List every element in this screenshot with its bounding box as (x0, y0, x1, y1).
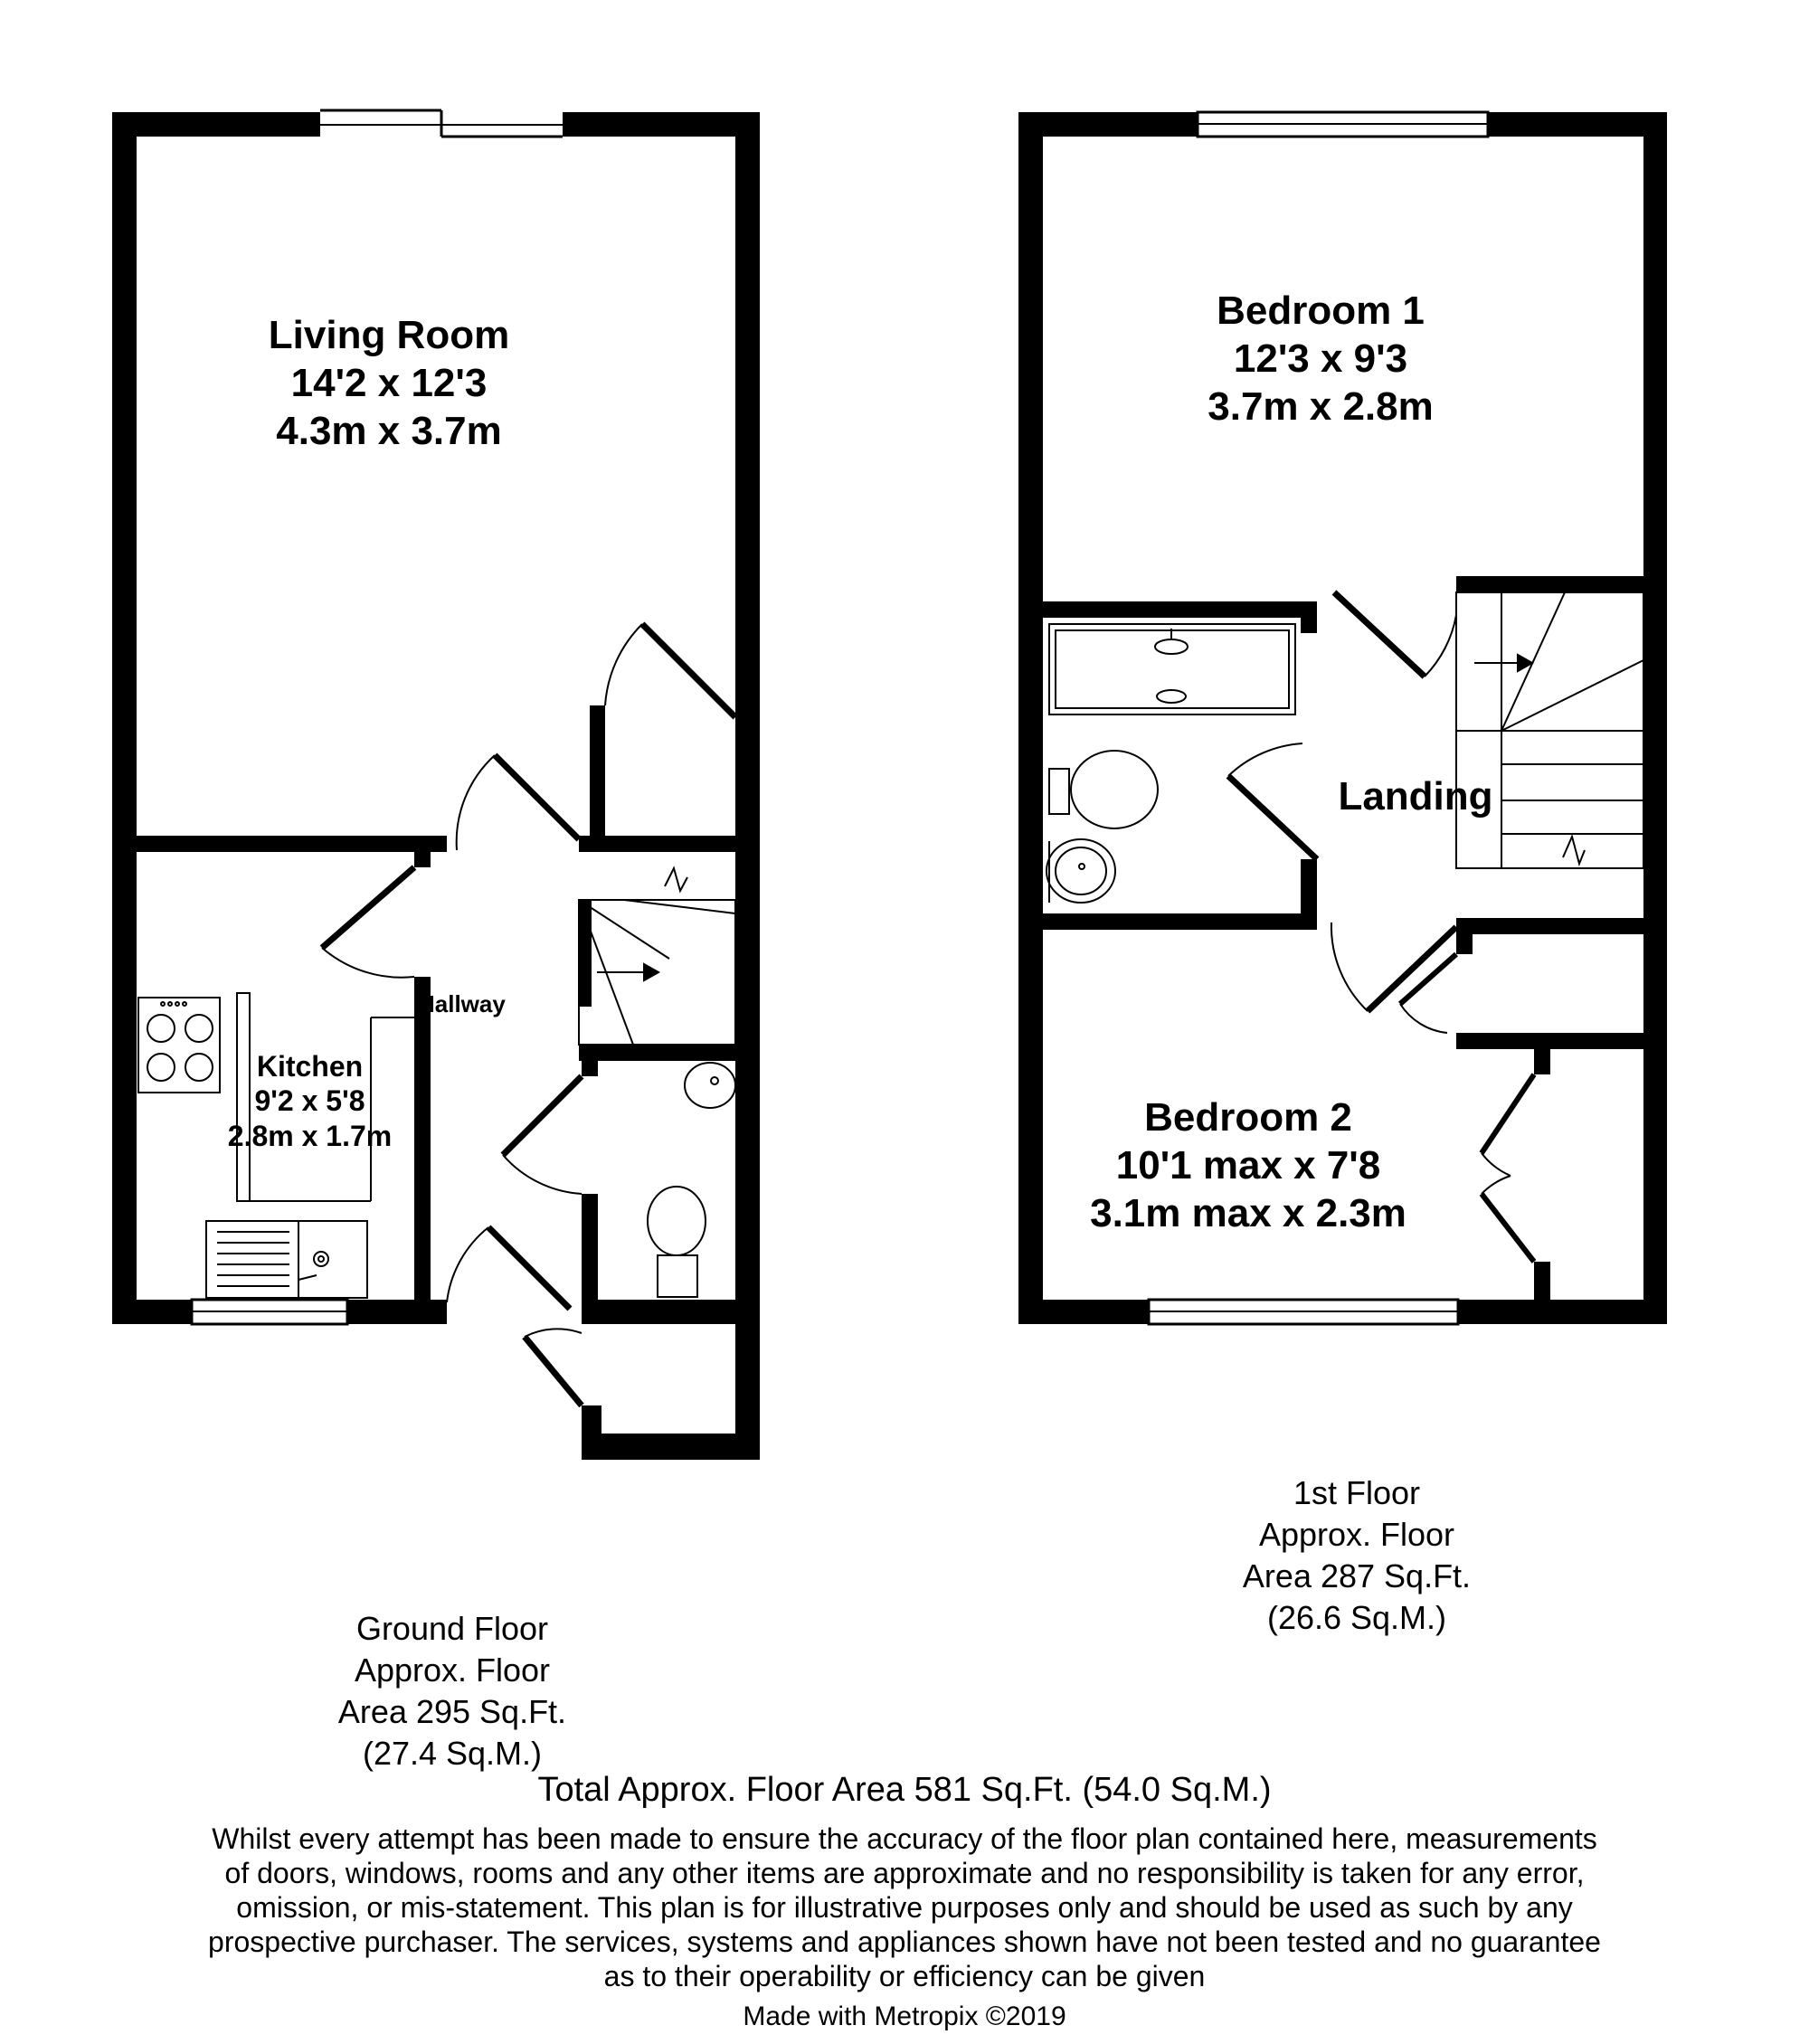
toilet (648, 1187, 706, 1255)
ground-floor-area-line2: Approx. Floor (354, 1651, 551, 1689)
disclaimer-line: of doors, windows, rooms and any other items are approximate and no responsibility is taken for any error, (224, 1857, 1585, 1890)
ground-floor-area (298, 1608, 606, 1774)
first-floor-area-line2: Approx. Floor (1258, 1516, 1455, 1554)
bedroom-1-metric: 3.7m x 2.8m (1208, 383, 1434, 429)
living-room-metric: 4.3m x 3.7m (276, 408, 502, 453)
bedroom-2-metric: 3.1m max x 2.3m (1090, 1190, 1406, 1235)
ground-floor-area-line1: Ground Floor (355, 1610, 549, 1647)
kitchen-window (192, 1300, 347, 1324)
kitchen-label (213, 1049, 407, 1153)
disclaimer-line: prospective purchaser. The services, systems and appliances shown have not been tested and no guarantee (208, 1926, 1601, 1959)
hallway-label (418, 990, 517, 1018)
kitchen-name: Kitchen (256, 1050, 364, 1083)
bathroom-toilet (1071, 751, 1158, 828)
wc-fixtures (648, 1063, 735, 1297)
ground-floor-doors (322, 624, 735, 1405)
bathroom-basin (1047, 839, 1115, 903)
patio-door (320, 110, 563, 137)
bedroom-1-name: Bedroom 1 (1217, 289, 1425, 333)
bathroom-fixtures (1047, 624, 1295, 903)
kitchen-imperial: 9'2 x 5'8 (254, 1084, 365, 1118)
disclaimer-line: omission, or mis-statement. This plan is for illustrative purposes only and should be used as such by any (236, 1891, 1573, 1925)
hallway-name: Hallway (418, 990, 506, 1017)
disclaimer (0, 1822, 1809, 1993)
bedroom-2-label (1067, 1094, 1429, 1237)
bedroom-1-label (1158, 288, 1483, 431)
disclaimer-line: as to their operability or efficiency can be given (603, 1960, 1206, 1993)
first-floor-area-line4: (26.6 Sq.M.) (1266, 1599, 1447, 1637)
total-floor-area: Total Approx. Floor Area 581 Sq.Ft. (54.0 Sq.M.) (537, 1771, 1272, 1809)
first-floor-stairs (1456, 592, 1643, 868)
disclaimer-line: Whilst every attempt has been made to ensure the accuracy of the floor plan contained here, measurements (212, 1822, 1597, 1855)
metropix-credit: Made with Metropix ©2019 (743, 2001, 1066, 2031)
ground-floor-area-line4: (27.4 Sq.M.) (362, 1735, 543, 1773)
bedroom-2-imperial: 10'1 max x 7'8 (1115, 1142, 1381, 1188)
living-room-imperial: 14'2 x 12'3 (290, 360, 488, 405)
kitchen-metric: 2.8m x 1.7m (227, 1119, 393, 1152)
living-room-label (235, 312, 543, 455)
basin (685, 1063, 735, 1108)
ground-floor-area-line3: Area 295 Sq.Ft. (337, 1693, 567, 1731)
first-floor-area (1203, 1472, 1511, 1639)
ground-floor-stairs (579, 868, 735, 1045)
landing-label (1316, 773, 1515, 821)
bedroom-2-name: Bedroom 2 (1144, 1095, 1352, 1140)
first-floor-area-line3: Area 287 Sq.Ft. (1242, 1557, 1472, 1595)
bedroom-1-imperial: 12'3 x 9'3 (1233, 336, 1408, 381)
first-floor-area-line1: 1st Floor (1293, 1474, 1421, 1511)
landing-name: Landing (1338, 774, 1493, 819)
living-room-name: Living Room (268, 313, 510, 357)
